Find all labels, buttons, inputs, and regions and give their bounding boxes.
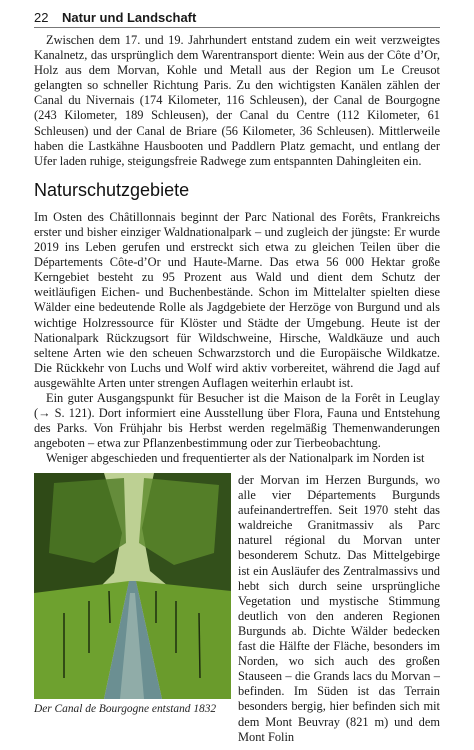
section-heading: Naturschutzgebiete <box>34 179 190 200</box>
figure-caption: Der Canal de Bourgogne entstand 1832 <box>34 703 217 715</box>
page-number: 22 <box>34 9 49 25</box>
running-title: Natur und Landschaft <box>62 9 197 25</box>
paragraph-national-park: Im Osten des Châtillonnais beginnt der Parc National des Forêts, Frankreichs erster und bisher einziger Waldnationalpark – und zugleich der jüngste: Er wurde 2019 ins Leben gerufen und erstreckt sich etwa zu gleichen Teilen über die Départements Côte-d’Or und Haute-Marne. Das etwa 56 000 Hektar große Kerngebiet besteht zu 95 Prozent aus Wald und dient dem Schutz der weitläufigen Eichen- und Buchenbestände. Schon im Mittelalter spielten diese Wälder eine bedeutende Rolle als Jagdgebiete der Herzöge von Burgund und als wichtige Holzressource für Klöster und Städte der Umgebung. Heute ist der Nationalpark Rückzugsort für Wildschweine, Hirsche, Waldkäuze und auch seltene Arten wie den scheuen Schwarzstorch und die Europäische Wildkatze. Die Rückkehr von Luchs und Wolf wird aktiv vorbereitet, während die Jagd auf ausgewählte Arten unter strengen Auflagen weiterhin erlaubt ist. <box>34 209 440 390</box>
wrapped-text-column <box>238 473 440 745</box>
paragraph-morvan: der Morvan im Herzen Burgunds, wo alle vier Départements Burgunds aufeinandertreffen. Seit 1970 steht das waldreiche Granitmassiv als Parc naturel régional du Morvan unter besonderem Schutz. Das Mittelgebirge ist ein Ausläufer des Zentralmassivs und hebt sich durch seine ursprüngliche Vegetation und mystische Stimmung deutlich von den anderen Regionen Burgunds ab. Dichte Wälder bedecken fast die Hälfte der Fläche, besonders im Norden, wo sich auch des großen Stauseen – die Grands lacs du Morvan – befinden. Im Süden ist das Terrain besonders bergig, hier befinden sich mit dem Mont Beuvray (821 m) und dem Mont Folin <box>238 473 440 744</box>
main-text <box>34 33 440 466</box>
paragraph-canals: Zwischen dem 17. und 19. Jahrhundert entstand zudem ein weit verzweigtes Kanalnetz, das ursprünglich dem Warentransport diente: Wein aus der Côte d’Or, Holz aus dem Morvan, Kohle und Metall aus der Region um Le Creusot gelangten so schneller Richtung Paris. Zu den wichtigsten Kanälen zählen der Canal du Nivernais (174 Kilometer, 116 Schleusen), der Canal de Bourgogne (243 Kilometer, 189 Schleusen), der Canal du Centre (112 Kilometer, 61 Schleusen) und der Canal de Briare (56 Kilometer, 36 Schleusen). Mittlerweile haben die Lastkähne Hausbooten und Paddlern Platz gemacht, und entlang der Ufer laden ruhige, steigungsfreie Radwege zum entspannten Dahingleiten ein. <box>34 33 440 168</box>
canal-figure <box>34 473 231 723</box>
running-header <box>34 7 440 28</box>
canal-photo <box>34 473 231 699</box>
paragraph-maison-foret: Ein guter Ausgangspunkt für Besucher ist die Maison de la Forêt in Leuglay (→ S. 121). Dort informiert eine Ausstellung über Flora, Fauna und Entstehung des Parks. Von Frühjahr bis Herbst werden regelmäßig Themenwanderungen angeboten – etwa zur Pflanzenbestimmung oder zur Tierbeobachtung. <box>34 390 440 451</box>
paragraph-morvan-lead: Weniger abgeschieden und frequentierter als der Nationalpark im Norden ist <box>46 451 425 466</box>
